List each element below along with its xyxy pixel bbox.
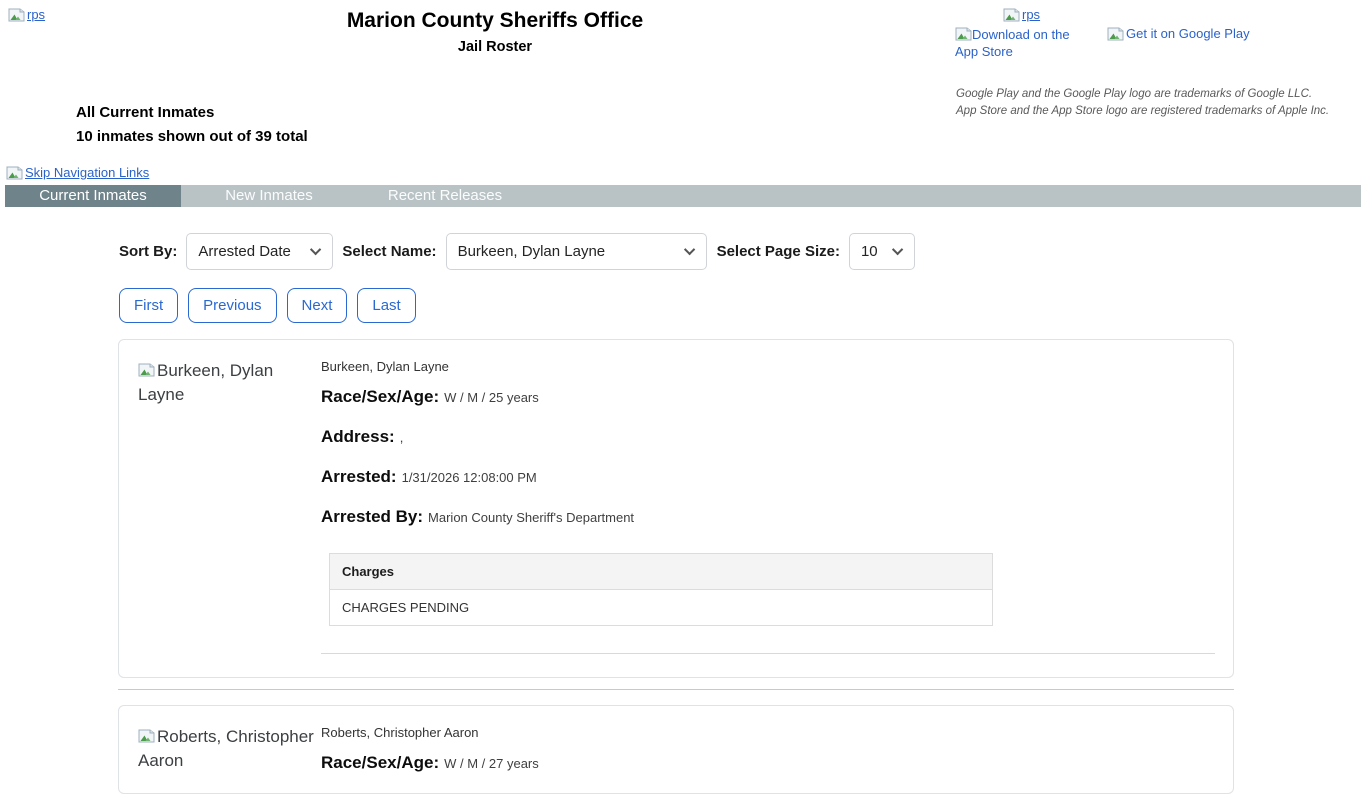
- sort-by-select[interactable]: [186, 233, 333, 270]
- chevron-down-icon: [310, 244, 321, 255]
- page-title: Marion County Sheriffs Office: [346, 9, 644, 32]
- broken-image-icon: [955, 27, 972, 41]
- skip-navigation-link[interactable]: [6, 165, 149, 180]
- google-play-link-label: Get it on Google Play: [1126, 26, 1250, 41]
- chevron-down-icon: [892, 244, 903, 255]
- rps-logo-link-right[interactable]: [1003, 7, 1040, 22]
- inmate-photo: [138, 725, 321, 773]
- address-row: [321, 427, 1215, 447]
- arrested-row: [321, 467, 1215, 487]
- skip-navigation-link-label: Skip Navigation Links: [25, 165, 150, 180]
- page-size-label: Select Page Size:: [716, 242, 840, 260]
- trademark-line-1: Google Play and the Google Play logo are trademarks of Google LLC.: [956, 88, 1313, 100]
- broken-image-icon: [138, 729, 155, 743]
- broken-image-icon: [1003, 8, 1020, 22]
- list-divider: [118, 689, 1234, 690]
- race-sex-age-label: Race/Sex/Age:: [321, 387, 440, 406]
- page-size-select[interactable]: [849, 233, 915, 270]
- table-row: [330, 590, 993, 626]
- address-label: Address:: [321, 427, 395, 446]
- tab-new-inmates[interactable]: New Inmates: [225, 187, 313, 204]
- google-play-link[interactable]: [1107, 26, 1250, 41]
- charges-table-header: Charges: [330, 554, 993, 590]
- roster-summary-heading: All Current Inmates: [76, 104, 215, 121]
- card-divider: [321, 653, 1215, 654]
- race-sex-age-label: Race/Sex/Age:: [321, 753, 440, 772]
- inmate-photo-alt: Roberts, Christopher Aaron: [138, 727, 314, 770]
- arrested-by-value: Marion County Sheriff's Department: [428, 510, 635, 525]
- arrested-by-row: [321, 507, 1215, 527]
- broken-image-icon: [1107, 27, 1124, 41]
- main-nav: [5, 185, 1361, 207]
- race-sex-age-row: [321, 387, 1215, 407]
- arrested-by-label: Arrested By:: [321, 507, 424, 526]
- charge-cell: CHARGES PENDING: [330, 590, 993, 626]
- tab-current-inmates[interactable]: Current Inmates: [5, 185, 181, 207]
- last-page-button[interactable]: Last: [357, 288, 415, 323]
- charges-table: [329, 553, 993, 626]
- trademark-line-2: App Store and the App Store logo are registered trademarks of Apple Inc.: [956, 104, 1330, 117]
- inmate-name: Roberts, Christopher Aaron: [321, 725, 479, 740]
- inmate-card: [118, 339, 1234, 678]
- arrested-label: Arrested:: [321, 467, 397, 486]
- inmate-photo: [138, 359, 321, 677]
- roster-summary: [76, 101, 308, 149]
- sort-by-value: Arrested Date: [198, 242, 291, 260]
- roster-summary-count: 10 inmates shown out of 39 total: [76, 128, 308, 145]
- app-store-link[interactable]: [955, 26, 1093, 60]
- roster-controls: [119, 232, 915, 270]
- inmate-list: [118, 339, 1234, 794]
- arrested-value: 1/31/2026 12:08:00 PM: [401, 470, 537, 485]
- chevron-down-icon: [683, 244, 694, 255]
- inmate-details: [321, 725, 1215, 773]
- select-name-select[interactable]: [446, 233, 707, 270]
- trademark-notice: [956, 86, 1329, 119]
- race-sex-age-row: [321, 753, 1215, 773]
- inmate-card: [118, 705, 1234, 794]
- pagination: [119, 288, 416, 323]
- tab-recent-releases[interactable]: Recent Releases: [387, 187, 503, 204]
- select-name-value: Burkeen, Dylan Layne: [457, 242, 606, 260]
- first-page-button[interactable]: First: [119, 288, 178, 323]
- rps-logo-link-label: rps: [27, 7, 46, 22]
- inmate-details: [321, 359, 1215, 677]
- page-subtitle: Jail Roster: [457, 39, 533, 55]
- inmate-photo-alt: Burkeen, Dylan Layne: [138, 361, 274, 404]
- app-store-link-label: Download on the App Store: [955, 27, 1070, 59]
- race-sex-age-value: W / M / 27 years: [444, 756, 539, 771]
- rps-logo-link-right-label: rps: [1022, 7, 1041, 22]
- address-value: ,: [399, 430, 404, 445]
- inmate-name: Burkeen, Dylan Layne: [321, 359, 449, 374]
- broken-image-icon: [6, 166, 23, 180]
- race-sex-age-value: W / M / 25 years: [444, 390, 539, 405]
- select-name-label: Select Name:: [342, 242, 437, 260]
- broken-image-icon: [138, 363, 155, 377]
- page-header: [0, 9, 990, 55]
- sort-by-label: Sort By:: [119, 242, 178, 260]
- next-page-button[interactable]: Next: [287, 288, 348, 323]
- previous-page-button[interactable]: Previous: [188, 288, 276, 323]
- page-size-value: 10: [860, 242, 878, 260]
